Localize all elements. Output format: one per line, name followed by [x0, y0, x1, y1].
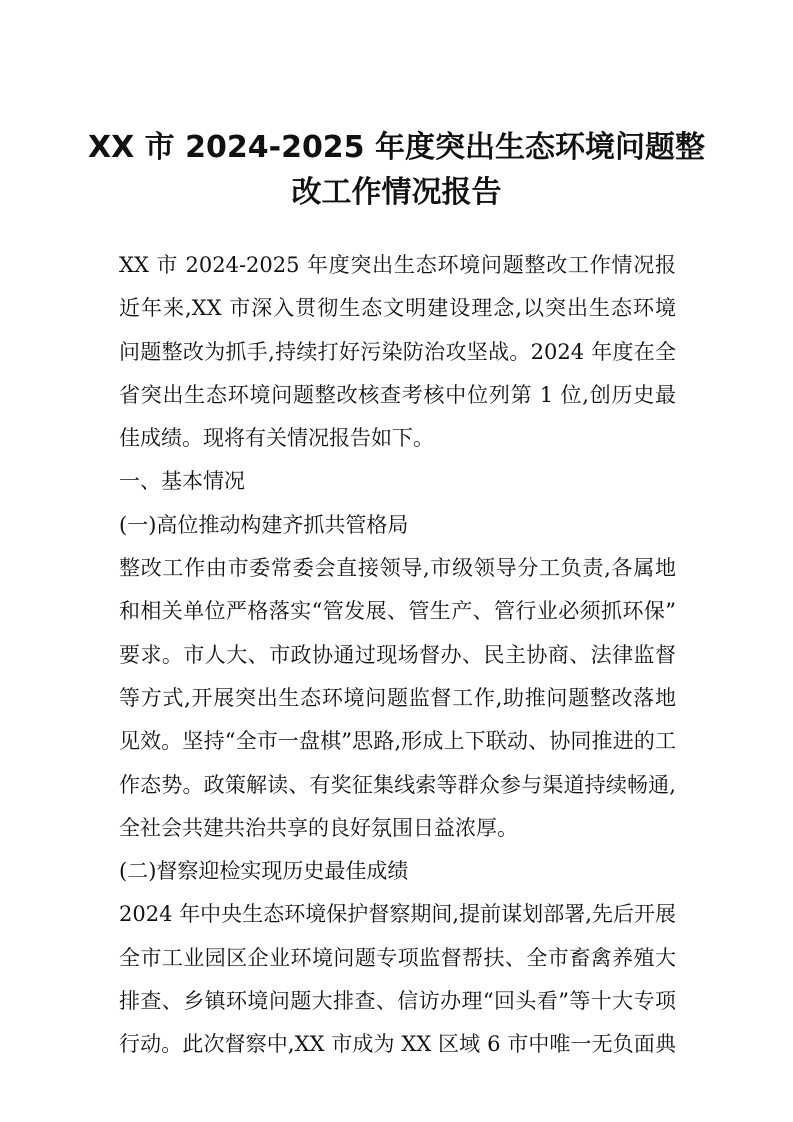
- text-line: 作态势。政策解读、有奖征集线索等群众参与渠道持续畅通,: [119, 772, 676, 797]
- text-line: 见效。坚持“全市一盘棋”思路,形成上下联动、协同推进的工: [119, 729, 676, 754]
- text-line: 等方式,开展突出生态环境问题监督工作,助推问题整改落地: [119, 685, 676, 710]
- text-line: 一、基本情况: [119, 469, 245, 494]
- text-line: 和相关单位严格落实“管发展、管生产、管行业必须抓环保”: [119, 599, 676, 624]
- text-line: (一)高位推动构建齐抓共管格局: [119, 512, 409, 537]
- text-line: 佳成绩。现将有关情况报告如下。: [119, 426, 434, 451]
- text-line: 整改工作由市委常委会直接领导,市级领导分工负责,各属地: [119, 556, 676, 581]
- document-title-line-1: XX 市 2024-2025 年度突出生态环境问题整: [87, 130, 706, 165]
- text-line: 2024 年中央生态环境保护督察期间,提前谋划部署,先后开展: [119, 902, 676, 927]
- text-line: 近年来,XX 市深入贯彻生态文明建设理念,以突出生态环境: [119, 296, 676, 321]
- text-line: 全市工业园区企业环境问题专项监督帮扶、全市畜禽养殖大: [119, 945, 676, 970]
- text-line: (二)督察迎检实现历史最佳成绩: [119, 859, 409, 884]
- text-line: 问题整改为抓手,持续打好污染防治攻坚战。2024 年度在全: [119, 339, 676, 364]
- text-line: 全社会共建共治共享的良好氛围日益浓厚。: [119, 815, 518, 840]
- text-line: 行动。此次督察中,XX 市成为 XX 区域 6 市中唯一无负面典: [119, 1032, 676, 1057]
- text-line: 要求。市人大、市政协通过现场督办、民主协商、法律监督: [119, 642, 676, 667]
- text-line: XX 市 2024-2025 年度突出生态环境问题整改工作情况报: [119, 253, 676, 277]
- document-body: [119, 244, 676, 1067]
- text-line: 排查、乡镇环境问题大排查、信访办理“回头看”等十大专项: [119, 989, 676, 1014]
- text-line: 省突出生态环境问题整改核查考核中位列第 1 位,创历史最: [119, 382, 676, 407]
- document-title-line-2: 改工作情况报告: [291, 175, 502, 210]
